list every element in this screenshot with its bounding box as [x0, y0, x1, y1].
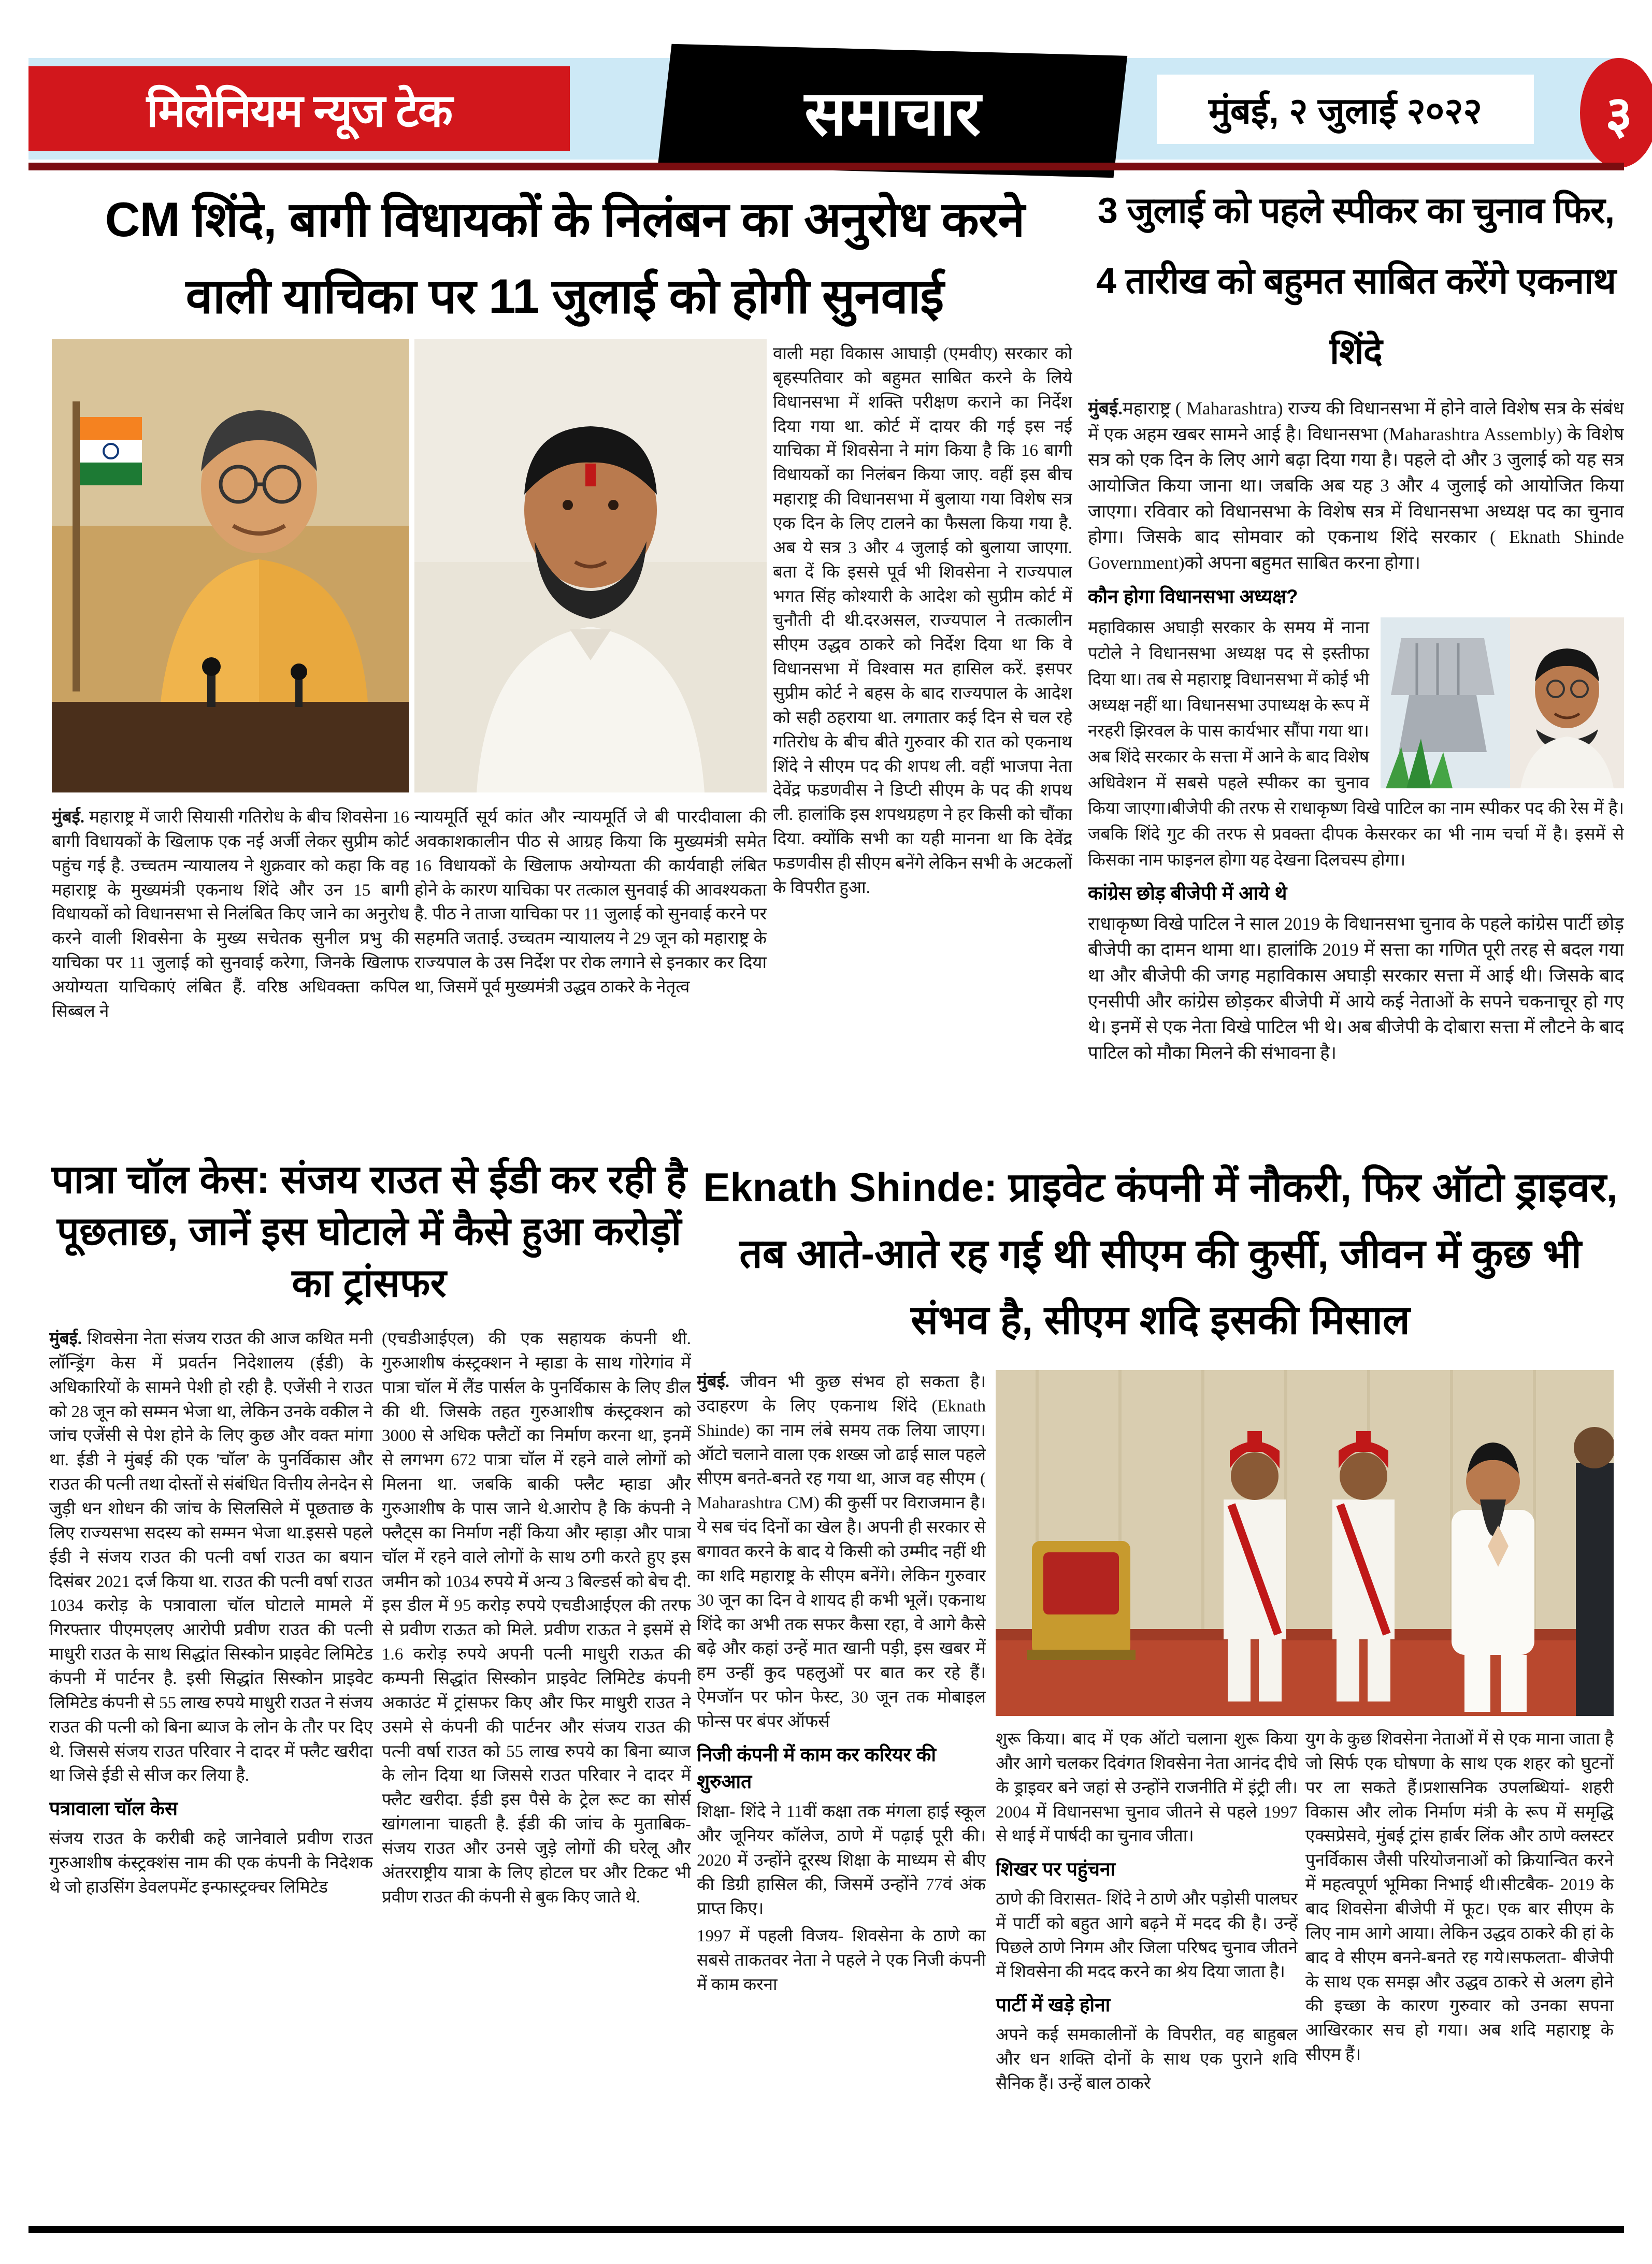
subhead-standing-in-party: पार्टी में खड़े होना [996, 1994, 1111, 2016]
paragraph: अपने कई समकालीनों के विपरीत, वह बाहुबल और धन शक्ति दोनों के साथ एक पुराने शवि सैनिक हैं। उन्हें बाल ठाकरे [996, 2025, 1298, 2093]
lead-paragraph: मुंबई.महाराष्ट्र ( Maharashtra) राज्य की विधानसभा में होने वाले विशेष सत्र के संबंध में एक अहम खबर सामने आई है। विधानसभा (Maharashtra Assembly) के विशेष सत्र को एक दिन के लिए आगे बढ़ा दिया गया है। पहले दो और 3 जुलाई को यह सत्र आयोजित किया जाना था। जबकि अब यह 3 और 4 जुलाई को आयोजित किया जाएगा। रविवार को विधानसभा के विशेष सत्र में विधानसभा अध्यक्ष पद का चुनाव होगा। जिसके बाद सोमवार को एकनाथ शिंदे सरकार ( Eknath Shinde Government)को अपना बहुमत साबित करना होगा। [1088, 398, 1624, 573]
headline-shinde-journey: Eknath Shinde: प्राइवेट कंपनी में नौकरी, फिर ऑटो ड्राइवर, तब आते-आते रह गई थी सीएम की कुर्सी, जीवन में कुछ भी संभव है, सीएम शदि इसकी मिसाल [703, 1164, 1618, 1343]
subhead-reaching-the-top: शिखर पर पहुंचना [996, 1858, 1116, 1880]
paragraph: महाराष्ट्र में जारी सियासी गतिरोध के बीच शिवसेना 16 बागी विधायकों के खिलाफ एक नई अर्जी लेकर सुप्रीम कोर्ट पहुंच गई है. उच्चतम न्यायालय ने शुक्रवार को कहा कि वह महाराष्ट्र के मुख्यमंत्री एकनाथ शिंदे और उन 15 बागी विधायकों को विधानसभा से निलंबित किए जाने का अनुरोध करने वाली शिवसेना के मुख्य सचेतक सुनील प्रभु की याचिका पर 11 जुलाई को सुनवाई करेगा, जिनके खिलाफ अयोग्यता याचिकाएं लंबित हैं. वरिष्ठ अधिवक्ता कपिल सिब्बल ने [52, 808, 409, 1021]
headline-patra-chawl-case: पात्रा चॉल केस: संजय राउत से ईडी कर रही है पूछताछ, जानें इस घोटाले में कैसे हुआ करोड़ों का ट्रांसफर [51, 1158, 687, 1305]
paragraph: शिक्षा- शिंदे ने 11वीं कक्षा तक मंगला हाई स्कूल और जूनियर कॉलेज, ठाणे में पढ़ाई पूरी की। 2020 में उन्होंने दूरस्थ शिक्षा के माध्यम से बीए की डिग्री हासिल की, जिसमें उन्होंने 77वं अंक प्राप्त किए। [697, 1802, 986, 1919]
edition-date: मुंबई, २ जुलाई २०२२ [1157, 75, 1534, 144]
paragraph: 1997 में पहली विजय- शिवसेना के ठाणे का सबसे ताकतवर नेता ने पहले ने एक निजी कंपनी में काम करना [697, 1927, 986, 1994]
section-title: समाचार [804, 78, 981, 148]
headline-suspension-petition: CM शिंदे, बागी विधायकों के निलंबन का अनुरोध करने वाली याचिका पर 11 जुलाई को होगी सुनवाई [105, 192, 1025, 323]
brand-logo: मिलेनियम न्यूज टेक [28, 66, 570, 151]
article-patra-chawl-col2: (एचडीआईएल) की एक सहायक कंपनी थी. गुरुआशीष कंस्ट्रक्शन ने म्हाडा के साथ गोरेगांव में पात्रा चॉल में लैंड पार्सल के पुनर्विकास के लिए डील की थी. जिसके तहत गुरुआशीष कंस्ट्रक्शन को 3000 से अधिक फ्लैटों का निर्माण करना था, इनमें से लगभग 672 पात्रा चॉल में रहने वाले लोगों को मिलना था. जबकि बाकी फ्लैट म्हाडा और गुरुआशीष के पास जाने थे.आरोप है कि कंपनी ने फ्लैट्स का निर्माण नहीं किया और म्हाड़ा और पात्रा चॉल में रहने वाले लोगों के साथ ठगी करते हुए इस जमीन को 1034 रुपये में अन्य 3 बिल्डर्स को बेच दी. इस डील में 95 करोड़ रुपये एचडीआईएल की तरफ से प्रवीण राऊत को मिले. प्रवीण राऊत ने इसमें से 1.6 करोड़ रुपये अपनी पत्नी माधुरी राऊत की कम्पनी सिद्धांत सिस्कोन प्राइवेट लिमिटेड कंपनी अकाउंट में ट्रांसफर किए और फिर माधुरी राउत ने उसमे से कंपनी की पार्टनर और संजय राउत की पत्नी वर्षा राउत को 55 लाख रुपये का बिना ब्याज के लोन दिया था जिससे राउत परिवार ने दादर में फ्लैट खरीदा. ईडी इस पैसे के ट्रेल रूट का सोर्स खांगलाना चाहती है. ईडी की जांच के मुताबिक- संजय राउत और उनसे जुड़े लोगों की घरेलू और अंतरराष्ट्रीय यात्रा के लिए होटल घर और टिकट भी प्रवीण राउत की कंपनी से बुक किए जाते थे. [382, 1330, 691, 1907]
article-shinde-journey-col3: युग के कुछ शिवसेना नेताओं में से एक माना जाता है जो सिर्फ एक घोषणा के साथ एक शहर को घुटनों पर ला सकते हैं।प्रशासनिक उपलब्धियां- शहरी विकास और लोक निर्माण मंत्री के रूप में समृद्धि एक्सप्रेसवे, मुंबई ट्रांस हार्बर लिंक और ठाणे क्लस्टर पुनर्विकास जैसी परियोजनाओं को क्रियान्वित करने में महत्वपूर्ण भूमिका निभाई थी।सीटबैक- 2019 के बाद शिवसेना बीजेपी में फूट। एक बार सीएम के लिए नाम आगे आया। लेकिन उद्धव ठाकरे की हां के बाद वे सीएम बनने-बनते रह गये।सफलता- बीजेपी के साथ एक समझ और उद्धव ठाकरे से अलग होने की इच्छा के कारण गुरुवार को उनका सपना आखिरकार सच हो गया। अब शदि महाराष्ट्र के सीएम हैं। [1305, 1730, 1614, 2065]
article-suspension-col1 [52, 805, 409, 1122]
subhead-left-congress-joined-bjp: कांग्रेस छोड़ बीजेपी में आये थे [1088, 882, 1287, 904]
article-suspension-col2: न्यायमूर्ति सूर्य कांत और न्यायमूर्ति जे बी पारदीवाला की अवकाशकालीन पीठ से आग्रह किया कि मुख्यमंत्री समेत 16 विधायकों के खिलाफ अयोग्यता की कार्यवाही लंबित होने के कारण याचिका पर तत्काल सुनवाई की आवश्यकता है. पीठ ने ताजा याचिका पर 11 जुलाई को सुनवाई करने पर सहमति जताई. उच्चतम न्यायालय ने 29 जून को महाराष्ट्र के राज्यपाल के उस निर्देश पर रोक लगाने से इनकार कर दिया था, जिसमें पूर्व मुख्यमंत्री उद्धव ठाकरे के नेतृत्व [414, 808, 767, 997]
eknath-shinde-photo [414, 339, 767, 792]
article-suspension-col3: वाली महा विकास आघाड़ी (एमवीए) सरकार को बृहस्पतिवार को बहुमत साबित करने के लिये विधानसभा में शक्ति परीक्षण कराने का निर्देश दिया गया था. कोर्ट में दायर की गई इस नई याचिका में शिवसेना ने मांग किया है कि 16 बागी विधायकों का निलंबन किया जाए. वहीं इस बीच महाराष्ट्र की विधानसभा में बुलाया गया विशेष सत्र एक दिन के लिए टालने का फैसला किया गया है. अब ये सत्र 3 और 4 जुलाई को बुलाया जाएगा. बता दें कि इससे पूर्व भी शिवसेना ने राज्यपाल भगत सिंह कोश्यारी के आदेश को सुप्रीम कोर्ट में चुनौती दी थी.दरअसल, राज्यपाल ने तत्कालीन सीएम उद्धव ठाकरे को निर्देश दिया था कि वे विधानसभा में विश्वास मत हासिल करें. इसपर सुप्रीम कोर्ट ने बहस के बाद राज्यपाल के आदेश को सही ठहराया था. लगातार कई दिन से चल रहे गतिरोध के बीच बीते गुरुवार की रात को एकनाथ शिंदे ने सीएम पद की शपथ ली. वहीं भाजपा नेता देवेंद्र फडणवीस ने डिप्टी सीएम के पद की शपथ ली. हालांकि इस शपथग्रहण ने हर किसी को चौंका दिया. क्योंकि सभी का यही मानना था कि देवेंद्र फडणवीस ही सीएम बनेंगे लेकिन सभी के अटकलों के विपरीत हुआ. [773, 344, 1072, 897]
paragraph: महाविकास अघाड़ी सरकार के समय में नाना पटोले ने विधानसभा अध्यक्ष पद से इस्तीफा दिया था। तब से महाराष्ट्र विधानसभा में कोई भी अध्यक्ष नहीं था। विधानसभा उपाध्यक्ष के रूप में नरहरी झिरवल के पास कार्यभार सौंपा गया था। अब शिंदे सरकार के सत्ता में आने के बाद विशेष अधिवेशन में सबसे पहले स्पीकर का चुनाव किया जाएगा।बीजेपी की तरफ से राधाकृष्ण विखे पाटिल का नाम स्पीकर पद की रेस में है। जबकि शिंदे गुट की तरफ से प्रवक्ता दीपक केसरकर का भी नाम चर्चा में है। इसमें से किसका नाम फाइनल होगा यह देखना दिलचस्प होगा। [1088, 618, 1624, 870]
lead-paragraph: मुंबई. जीवन भी कुछ संभव हो सकता है। उदाहरण के लिए एकनाथ शिंदे (Eknath Shinde) का नाम लंबे समय तक लिया जाएग। ऑटो चलाने वाला एक शख्स जो ढाई साल पहले सीएम बनते-बनते रह गया था, आज वह सीएम ( Maharashtra CM) की कुर्सी पर विराजमान है। ये सब चंद दिनों का खेल है। अपनी ही सरकार से बगावत करने के बाद ये किसी को उम्मीद नहीं थी का शदि महाराष्ट्र के सीएम बनेंगे। लेकिन गुरुवार 30 जून का दिन वे शायद ही कभी भूलें। एकनाथ शिंदे का अभी तक सफर कैसा रहा, वे आगे कैसे बढ़े और कहां उन्हें मात खानी पड़ी, इस खबर में हम उन्हीं कुद पहलुओं पर बात कर रहे हैं।ऐमजॉन पर फोन फेस्ट, 30 जून तक मोबाइल फोन्स पर बंपर ऑफर्स [697, 1373, 986, 1732]
subhead-patrawala-chawl-case: पत्रावाला चॉल केस [49, 1798, 178, 1820]
paragraph: संजय राउत के करीबी कहे जानेवाले प्रवीण राउत गुरुआशीष कंस्ट्रक्शंस नाम की एक कंपनी के निदेशक थे जो हाउसिंग डेवलपमेंट इन्फास्ट्रक्चर लिमिटेड [49, 1829, 373, 1897]
paragraph: राधाकृष्ण विखे पाटिल ने साल 2019 के विधानसभा चुनाव के पहले कांग्रेस पार्टी छोड़ बीजेपी का दामन थामा था। हालांकि 2019 में सत्ता का गणित पूरी तरह से बदल गया था और बीजेपी की जगह महाविकास अघाड़ी सरकार सत्ता में आई थी। जिसके बाद एनसीपी और कांग्रेस छोड़कर बीजेपी में आये कई नेताओं के सपने चकनाचूर हो गए थे। इनमें से एक नेता विखे पाटिल भी थे। अब बीजेपी के दोबारा सत्ता में लौटने के बाद पाटिल को मौका मिलने की संभावना है। [1088, 914, 1624, 1063]
shinde-oath-ceremony-photo [996, 1370, 1614, 1716]
subhead-who-will-be-speaker: कौन होगा विधानसभा अध्यक्ष? [1088, 585, 1298, 607]
article-shinde-journey-col2 [996, 1727, 1298, 2220]
dateline: मुंबई. [697, 1373, 730, 1391]
header-rule [28, 163, 1624, 170]
article-shinde-journey-col1 [697, 1370, 986, 2219]
footer-rule [28, 2226, 1624, 2233]
subhead-career-start: निजी कंपनी में काम कर करियर की शुरुआत [697, 1743, 936, 1793]
dateline: मुंबई. [49, 1330, 82, 1348]
article-speaker-election [1088, 175, 1624, 1123]
article-patra-chawl-col1 [49, 1327, 373, 2219]
masthead [28, 58, 1632, 160]
page-number-badge: ३ [1580, 58, 1652, 168]
paragraph: शुरू किया। बाद में एक ऑटो चलाना शुरू किया और आगे चलकर दिवंगत शिवसेना नेता आनंद दीघे के ड्राइवर बने जहां से उन्होंने राजनीति में इंट्री ली। 2004 में विधानसभा चुनाव जीतने से पहले 1997 से थाई में पार्षदी का चुनाव जीता। [996, 1730, 1298, 1846]
paragraph-with-photo [1088, 614, 1624, 873]
lead-paragraph: मुंबई. शिवसेना नेता संजय राउत की आज कथित मनी लॉन्ड्रिंग केस में प्रवर्तन निदेशालय (ईडी) के अधिकारियों के सामने पेशी हो रही है. एजेंसी ने राउत को 28 जून को सम्मन भेजा था, लेकिन उनके वकील ने जांच एजेंसी से पेश होने के लिए कुछ और वक्त मांगा था. ईडी ने मुंबई की एक 'चॉल' के पुनर्विकास और राउत की पत्नी तथा दोस्तों से संबंधित वित्तीय लेनदेन से जुड़ी धन शोधन की जांच के सिलसिले में पूछताछ के लिए राज्यसभा सदस्य को सम्मन भेजा था.इससे पहले ईडी ने संजय राउत की पत्नी वर्षा राउत का बयान दिसंबर 2021 दर्ज किया था. राउत की पत्नी वर्षा राउत 1034 करोड़ के पत्रावाला चॉल घोटाले मामले में गिरफ्तार पीएमएलए आरोपी प्रवीण राउत की पत्नी माधुरी राउत के साथ सिद्धांत सिस्कोन प्राइवेट लिमिटेड कंपनी में पार्टनर है. इसी सिद्धांत सिस्कोन प्राइवेट लिमिटेड कंपनी से 55 लाख रुपये माधुरी राउत ने संजय राउत की पत्नी को बिना ब्याज के लोन के तौर पर दिए थे. जिससे संजय राउत परिवार ने दादर में फ्लैट खरीदा था जिसे ईडी से सीज कर लिया है. [49, 1330, 373, 1785]
assembly-and-shinde-photo [1381, 617, 1624, 788]
dateline: मुंबई. [52, 808, 85, 827]
section-banner [658, 44, 1128, 178]
dateline: मुंबई. [1088, 398, 1123, 419]
uddhav-thackeray-photo [52, 339, 409, 792]
paragraph: ठाणे की विरासत- शिंदे ने ठाणे और पड़ोसी पालघर में पार्टी को बहुत आगे बढ़ने में मदद की है। उन्हें पिछले ठाणे निगम और जिला परिषद चुनाव जीतने में शिवसेना की मदद करने का श्रेय दिया जाता है। [996, 1890, 1298, 1982]
headline-speaker-election: 3 जुलाई को पहले स्पीकर का चुनाव फिर, 4 तारीख को बहुमत साबित करेंगे एकनाथ शिंदे [1096, 190, 1616, 371]
